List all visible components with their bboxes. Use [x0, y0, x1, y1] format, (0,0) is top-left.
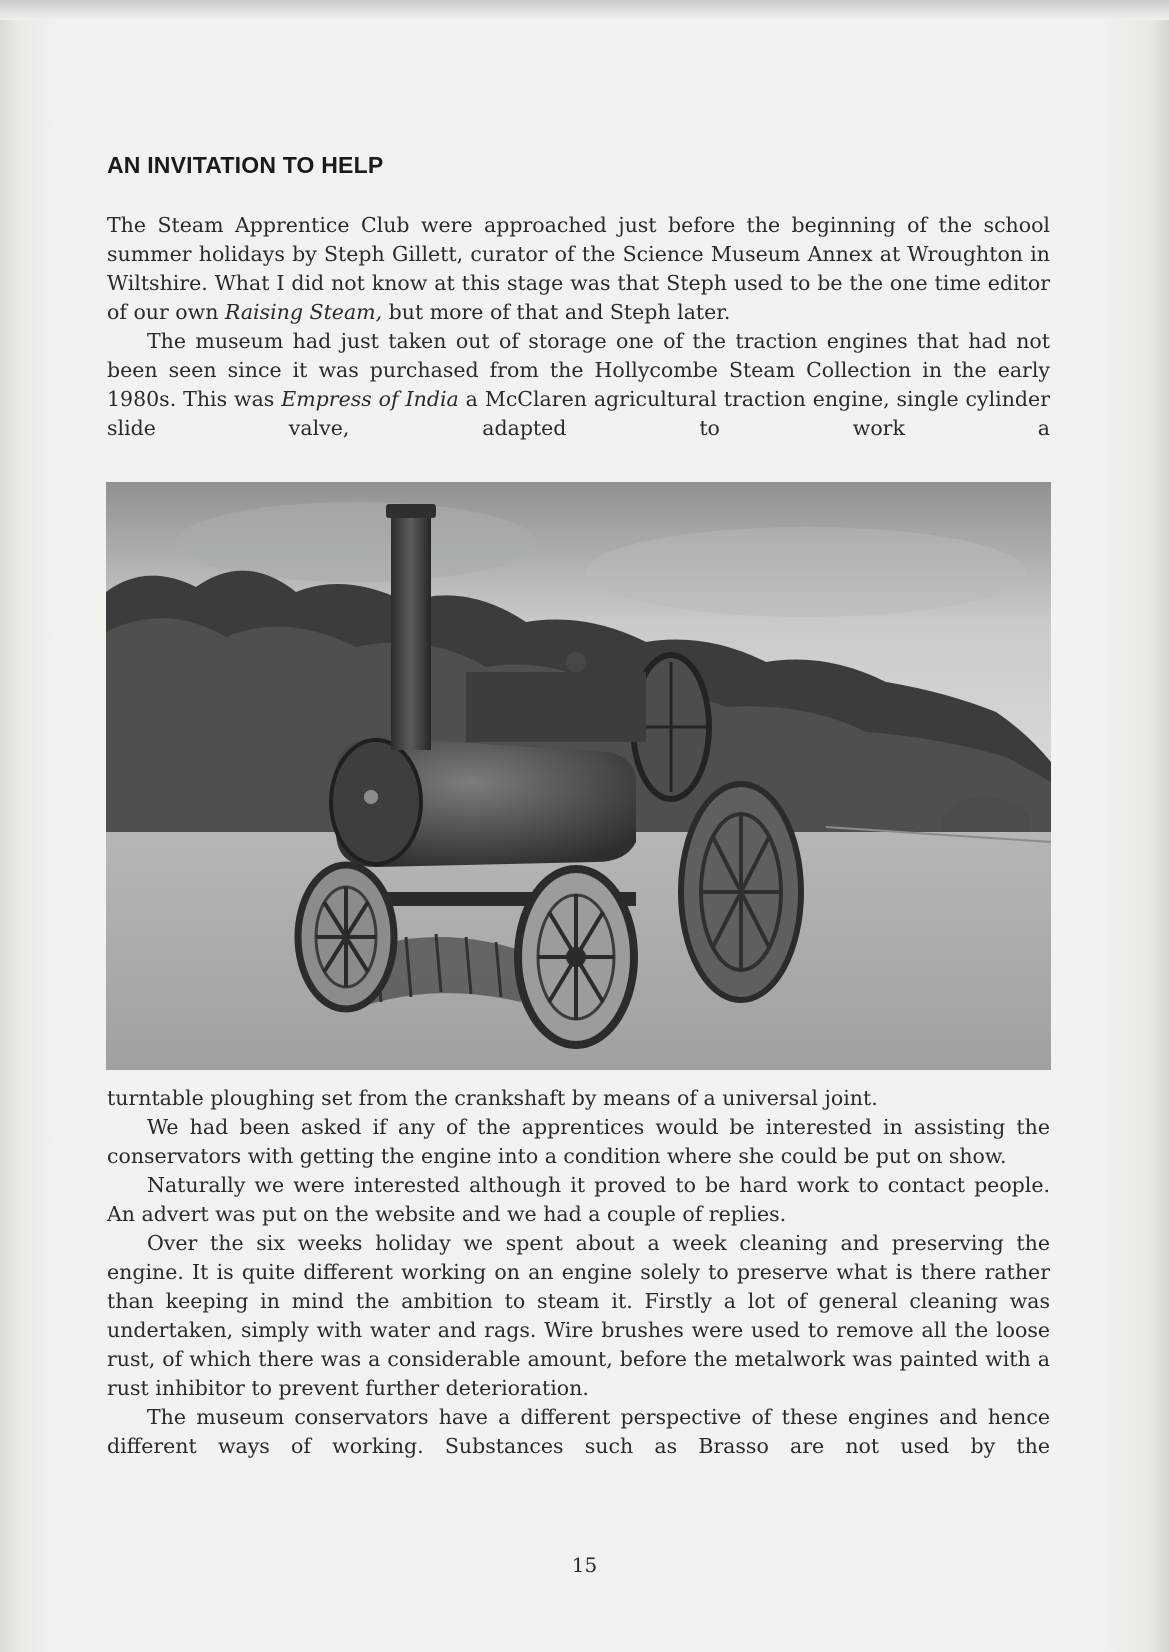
paragraph-1: The Steam Apprentice Club were approached just before the beginning of the school summer holidays by Steph Gillett, curator of the Science Museum Annex at Wroughton in Wiltshire. What I did not know at this stage was that Steph used to be the one time editor of our own Raising Steam, but more of that and Steph later. — [107, 213, 1050, 324]
engine-name: Empress of India — [281, 387, 459, 411]
paragraph-2: The museum had just taken out of storage one of the traction engines that had not been seen since it was purchased from the Hollycombe Steam Collection in the early 1980s. This was Empress of India a McClaren agricultural traction engine, single cylinder slide valve, adapted to work a — [107, 329, 1050, 440]
paragraph-3: We had been asked if any of the apprentices would be interested in assisting the conservators with getting the engine into a condition where she could be put on show. — [107, 1115, 1050, 1168]
text-block-lower — [107, 1084, 1050, 1461]
paragraph-6: The museum conservators have a different perspective of these engines and hence different ways of working. Substances such as Brasso are not used by the — [107, 1405, 1050, 1458]
paragraph-5: Over the six weeks holiday we spent about a week cleaning and preserving the engine. It is quite different working on an engine solely to preserve what is there rather than keeping in mind the ambition to steam it. Firstly a lot of general cleaning was undertaken, simply with water and rags. Wire brushes were used to remove all the loose rust, of which there was a considerable amount, before the metalwork was painted with a rust inhibitor to prevent further deterioration. — [107, 1231, 1050, 1400]
traction-engine-photo — [106, 482, 1051, 1070]
paragraph-2-continuation: turntable ploughing set from the crankshaft by means of a universal joint. — [107, 1086, 878, 1110]
page-number: 15 — [571, 1553, 598, 1577]
paragraph-4: Naturally we were interested although it proved to be hard work to contact people. An advert was put on the website and we had a couple of replies. — [107, 1173, 1050, 1226]
publication-title: Raising Steam, — [224, 300, 383, 324]
text-block-upper — [107, 211, 1050, 443]
page-top-edge — [0, 0, 1169, 20]
article-heading: AN INVITATION TO HELP — [107, 152, 384, 178]
